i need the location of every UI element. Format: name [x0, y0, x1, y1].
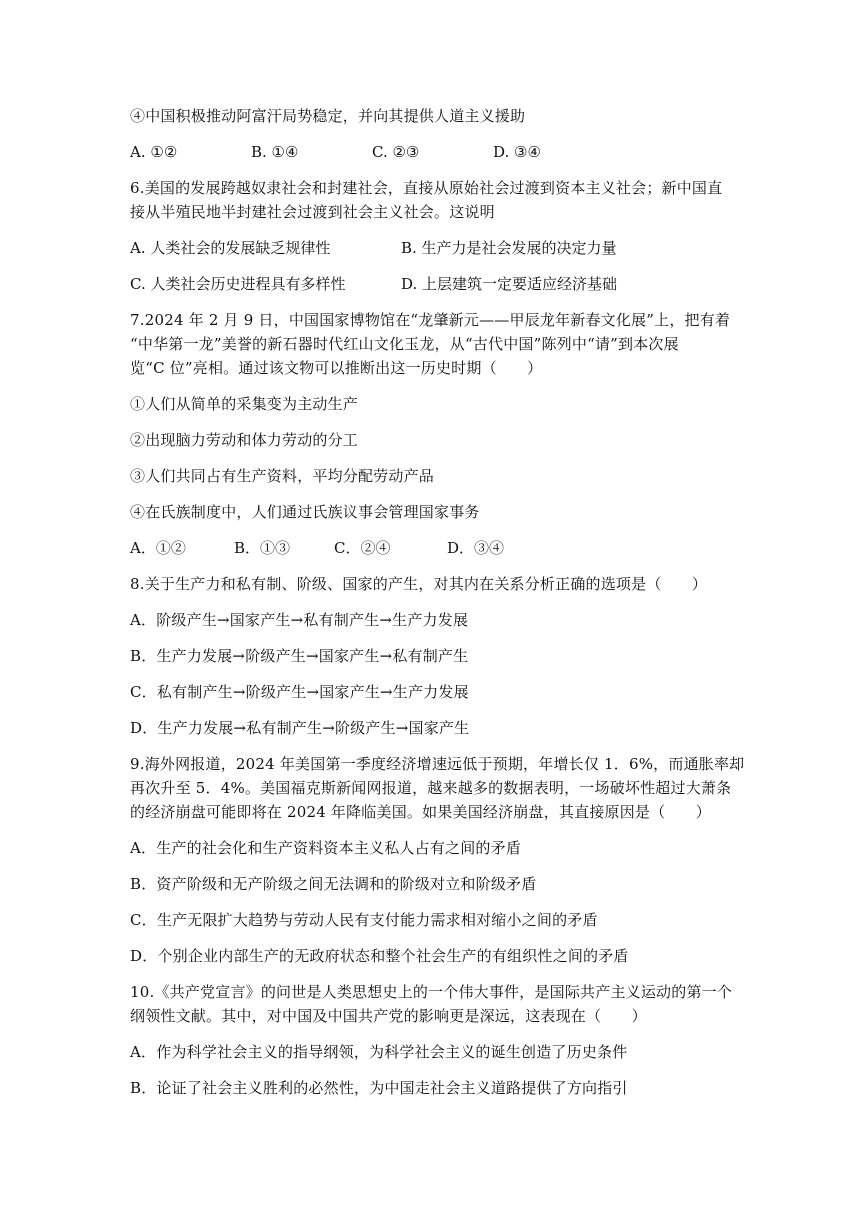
q5-option-c: C. ②③ [372, 143, 420, 161]
q6-options-row-1 [130, 238, 740, 258]
q7-statement-2: ②出现脑力劳动和体力劳动的分工 [130, 431, 359, 449]
q7-stem-line-3: 览“C 位”亮相。通过该文物可以推断出这一历史时期（ ） [130, 359, 543, 377]
q9-stem-line-2: 再次升至 5．4%。美国福克斯新闻网报道，越来越多的数据表明，一场破坏性超过大萧条 [130, 779, 732, 797]
q7-stem-line-2: “中华第一龙”美誉的新石器时代红山文化玉龙，从“古代中国”陈列中“请”到本次展 [130, 335, 679, 353]
q5-option-b: B. ①④ [251, 143, 299, 161]
q8-option-a: A．阶级产生→国家产生→私有制产生→生产力发展 [130, 611, 469, 629]
q9-option-b: B．资产阶级和无产阶级之间无法调和的阶级对立和阶级矛盾 [130, 875, 537, 893]
q6-option-d: D. 上层建筑一定要适应经济基础 [401, 275, 618, 293]
q10-option-b: B．论证了社会主义胜利的必然性，为中国走社会主义道路提供了方向指引 [130, 1079, 628, 1097]
q5-options [130, 142, 740, 162]
q5-option-a: A. ①② [130, 143, 178, 161]
q6-options-row-2 [130, 274, 740, 294]
q9-option-a: A．生产的社会化和生产资料资本主义私人占有之间的矛盾 [130, 839, 522, 857]
q9-stem-line-1: 9.海外网报道，2024 年美国第一季度经济增速远低于预期，年增长仅 1．6%，而通胀率却 [130, 755, 745, 773]
q9-option-d: D．个别企业内部生产的无政府状态和整个社会生产的有组织性之间的矛盾 [130, 947, 629, 965]
q7-stem-line-1: 7.2024 年 2 月 9 日，中国国家博物馆在“龙肇新元——甲辰龙年新春文化展”上，把有着 [130, 311, 731, 329]
q8-option-d: D．生产力发展→私有制产生→阶级产生→国家产生 [130, 719, 470, 737]
q7-statement-1: ①人们从简单的采集变为主动生产 [130, 395, 359, 413]
q7-statement-3: ③人们共同占有生产资料，平均分配劳动产品 [130, 467, 435, 485]
q6-stem-line-2: 接从半殖民地半封建社会过渡到社会主义社会。这说明 [130, 203, 495, 221]
q7-option-d: D．③④ [447, 539, 505, 557]
q7-statement-4: ④在氏族制度中，人们通过氏族议事会管理国家事务 [130, 503, 480, 521]
q7-option-c: C．②④ [334, 539, 391, 557]
q6-option-a: A. 人类社会的发展缺乏规律性 [130, 239, 331, 257]
q10-stem-line-1: 10.《共产党宣言》的问世是人类思想史上的一个伟大事件，是国际共产主义运动的第一个 [130, 983, 733, 1001]
q6-stem-line-1: 6.美国的发展跨越奴隶社会和封建社会，直接从原始社会过渡到资本主义社会；新中国直 [130, 179, 723, 197]
q8-option-c: C．私有制产生→阶级产生→国家产生→生产力发展 [130, 683, 469, 701]
q8-option-b: B．生产力发展→阶级产生→国家产生→私有制产生 [130, 647, 469, 665]
q5-option-d: D. ③④ [493, 143, 541, 161]
q6-option-b: B. 生产力是社会发展的决定力量 [401, 239, 617, 257]
q10-stem-line-2: 纲领性文献。其中，对中国及中国共产党的影响更是深远，这表现在（ ） [130, 1007, 647, 1025]
q8-stem: 8.关于生产力和私有制、阶级、国家的产生，对其内在关系分析正确的选项是（ ） [130, 575, 708, 593]
q7-option-a: A．①② [130, 539, 186, 557]
q7-option-b: B．①③ [234, 539, 291, 557]
q9-stem-line-3: 的经济崩盘可能即将在 2024 年降临美国。如果美国经济崩盘，其直接原因是（ ） [130, 803, 711, 821]
q5-statement-4: ④中国积极推动阿富汗局势稳定，并向其提供人道主义援助 [130, 107, 526, 125]
q6-option-c: C. 人类社会历史进程具有多样性 [130, 275, 346, 293]
q10-option-a: A．作为科学社会主义的指导纲领，为科学社会主义的诞生创造了历史条件 [130, 1043, 628, 1061]
q7-options [130, 538, 740, 558]
q9-option-c: C．生产无限扩大趋势与劳动人民有支付能力需求相对缩小之间的矛盾 [130, 911, 598, 929]
